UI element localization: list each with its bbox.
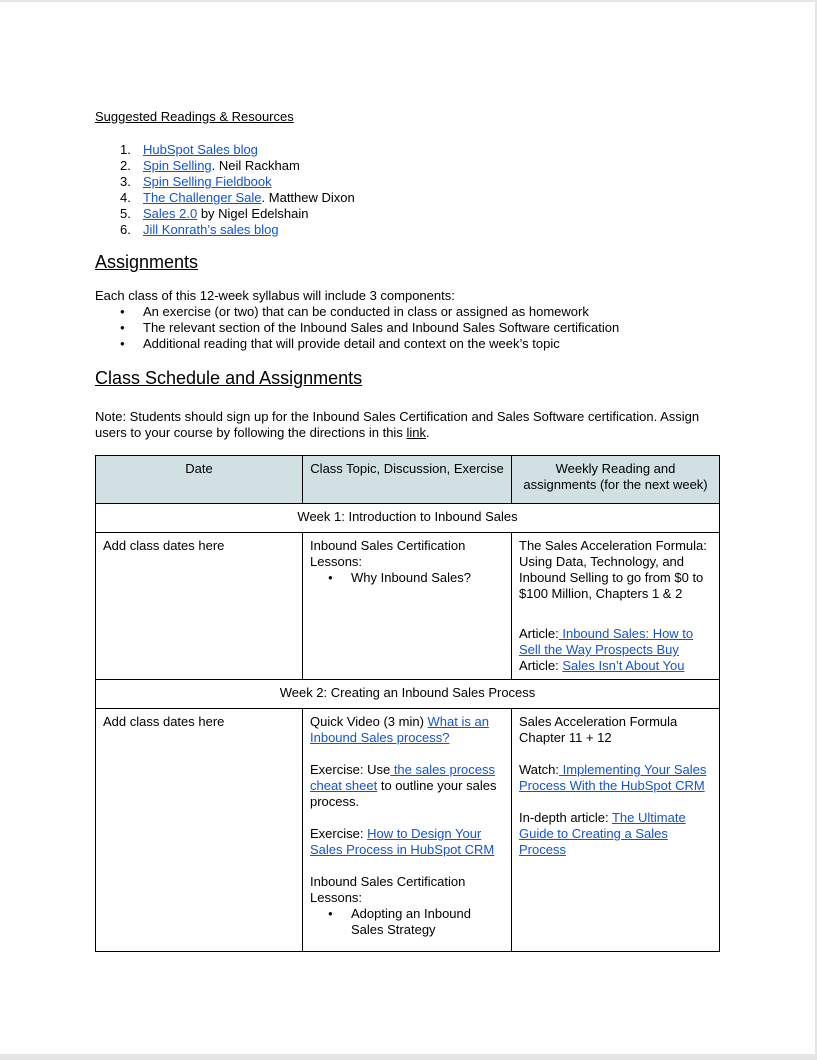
week2-date-cell: Add class dates here xyxy=(96,709,303,952)
assignments-heading: Assignments xyxy=(95,252,199,272)
schedule-table xyxy=(95,455,720,952)
blank-line xyxy=(519,746,712,762)
list-item xyxy=(95,222,719,238)
article-line xyxy=(519,626,712,658)
assignments-intro: Each class of this 12-week syllabus will include 3 components: xyxy=(95,288,455,303)
reading-link[interactable]: Spin Selling xyxy=(143,158,212,173)
week2-row xyxy=(96,680,720,709)
table-row-week1 xyxy=(96,533,720,680)
note-text-end: . xyxy=(425,425,430,440)
article-label: Article: xyxy=(519,626,559,641)
reading-text: . Matthew Dixon xyxy=(261,190,355,205)
article-label: In-depth article: xyxy=(519,810,612,825)
bullet-icon: ● xyxy=(120,323,125,332)
note-text: Note: Students should sign up for the Inbound Sales Certification and Sales Software certification. Assign users to your course by following the directions in this xyxy=(95,409,700,440)
lesson-bullet-text: Why Inbound Sales? xyxy=(351,570,471,585)
list-item xyxy=(310,906,504,938)
bullet-icon: ● xyxy=(120,307,125,316)
exercise-text: to outline your sales process. xyxy=(310,778,497,809)
article-link[interactable]: The Ultimate Guide to Creating a Sales Process xyxy=(519,810,686,857)
blank-line xyxy=(519,602,712,626)
list-item xyxy=(95,174,719,190)
list-item xyxy=(95,320,719,336)
table-header-row xyxy=(96,456,720,504)
reading-link[interactable]: The Challenger Sale xyxy=(143,190,262,205)
list-item xyxy=(310,570,504,586)
article-link[interactable]: Sales Isn’t About You xyxy=(562,658,685,673)
week1-row xyxy=(96,504,720,533)
exercise-link[interactable]: the sales process cheat sheet xyxy=(310,762,495,793)
bullet-text: The relevant section of the Inbound Sales and Inbound Sales Software certification xyxy=(143,320,620,335)
header-topic: Class Topic, Discussion, Exercise xyxy=(303,456,512,504)
directions-link[interactable]: link xyxy=(406,425,426,440)
list-number: 3. xyxy=(120,174,131,189)
week1-topic-cell xyxy=(303,533,512,680)
bullet-icon: ● xyxy=(328,909,333,918)
blank-line xyxy=(310,810,504,826)
header-date: Date xyxy=(96,456,303,504)
list-item xyxy=(95,190,719,206)
list-item xyxy=(95,336,719,352)
reading-link[interactable]: HubSpot Sales blog xyxy=(143,142,258,157)
assignments-bullet-list xyxy=(95,304,719,352)
exercise-line xyxy=(310,762,504,810)
watch-line xyxy=(519,762,712,794)
lessons-label: Inbound Sales Certification Lessons: xyxy=(310,874,466,905)
class-schedule-heading: Class Schedule and Assignments xyxy=(95,368,363,388)
reading-text: by Nigel Edelshain xyxy=(197,206,309,221)
exercise-label: Exercise: xyxy=(310,826,368,841)
article-label: Article: xyxy=(519,658,563,673)
reading-text: Sales Acceleration Formula Chapter 11 + 12 xyxy=(519,714,678,745)
article-line xyxy=(519,810,712,858)
document-content xyxy=(95,109,719,952)
list-item xyxy=(95,304,719,320)
article-link[interactable]: Inbound Sales: How to Sell the Way Prospects Buy xyxy=(519,626,694,657)
week2-title: Week 2: Creating an Inbound Sales Process xyxy=(96,680,720,709)
video-label: Quick Video (3 min) xyxy=(310,714,428,729)
lesson-bullet-text: Adopting an Inbound Sales Strategy xyxy=(351,906,471,937)
week1-reading-cell xyxy=(512,533,720,680)
blank-line xyxy=(519,794,712,810)
list-number: 6. xyxy=(120,222,131,237)
list-number: 1. xyxy=(120,142,131,157)
week2-topic-cell xyxy=(303,709,512,952)
reading-text: . Neil Rackham xyxy=(211,158,300,173)
reading-link[interactable]: Jill Konrath’s sales blog xyxy=(143,222,279,237)
video-link[interactable]: What is an Inbound Sales process? xyxy=(310,714,489,745)
reading-text: The Sales Acceleration Formula: Using Data, Technology, and Inbound Selling to go from $0 to $100 Million, Chapters 1 & 2 xyxy=(519,538,707,601)
reading-link[interactable]: Spin Selling Fieldbook xyxy=(143,174,272,189)
week2-reading-cell xyxy=(512,709,720,952)
lessons-label: Inbound Sales Certification Lessons: xyxy=(310,538,466,569)
exercise-link[interactable]: How to Design Your Sales Process in HubSpot CRM xyxy=(310,826,495,857)
article-line xyxy=(519,658,712,674)
bullet-text: Additional reading that will provide detail and context on the week’s topic xyxy=(143,336,560,351)
page-edge-bottom xyxy=(0,1054,817,1060)
week1-date-cell: Add class dates here xyxy=(96,533,303,680)
watch-link[interactable]: Implementing Your Sales Process With the HubSpot CRM xyxy=(519,762,707,793)
list-item xyxy=(95,142,719,158)
reading-link[interactable]: Sales 2.0 xyxy=(143,206,198,221)
exercise-line xyxy=(310,826,504,858)
watch-label: Watch: xyxy=(519,762,559,777)
list-item xyxy=(95,206,719,222)
list-number: 4. xyxy=(120,190,131,205)
blank-line xyxy=(310,858,504,874)
page-edge-top xyxy=(0,0,817,2)
bullet-text: An exercise (or two) that can be conducted in class or assigned as homework xyxy=(143,304,589,319)
list-number: 5. xyxy=(120,206,131,221)
video-line xyxy=(310,714,504,746)
list-number: 2. xyxy=(120,158,131,173)
bullet-icon: ● xyxy=(120,339,125,348)
signup-note xyxy=(95,409,719,441)
header-reading: Weekly Reading and assignments (for the next week) xyxy=(512,456,720,504)
week1-title: Week 1: Introduction to Inbound Sales xyxy=(96,504,720,533)
readings-list xyxy=(95,142,719,238)
table-row-week2 xyxy=(96,709,720,952)
suggested-readings-heading: Suggested Readings & Resources xyxy=(95,109,294,124)
blank-line xyxy=(310,746,504,762)
exercise-label: Exercise: Use xyxy=(310,762,391,777)
list-item xyxy=(95,158,719,174)
bullet-icon: ● xyxy=(328,573,333,582)
